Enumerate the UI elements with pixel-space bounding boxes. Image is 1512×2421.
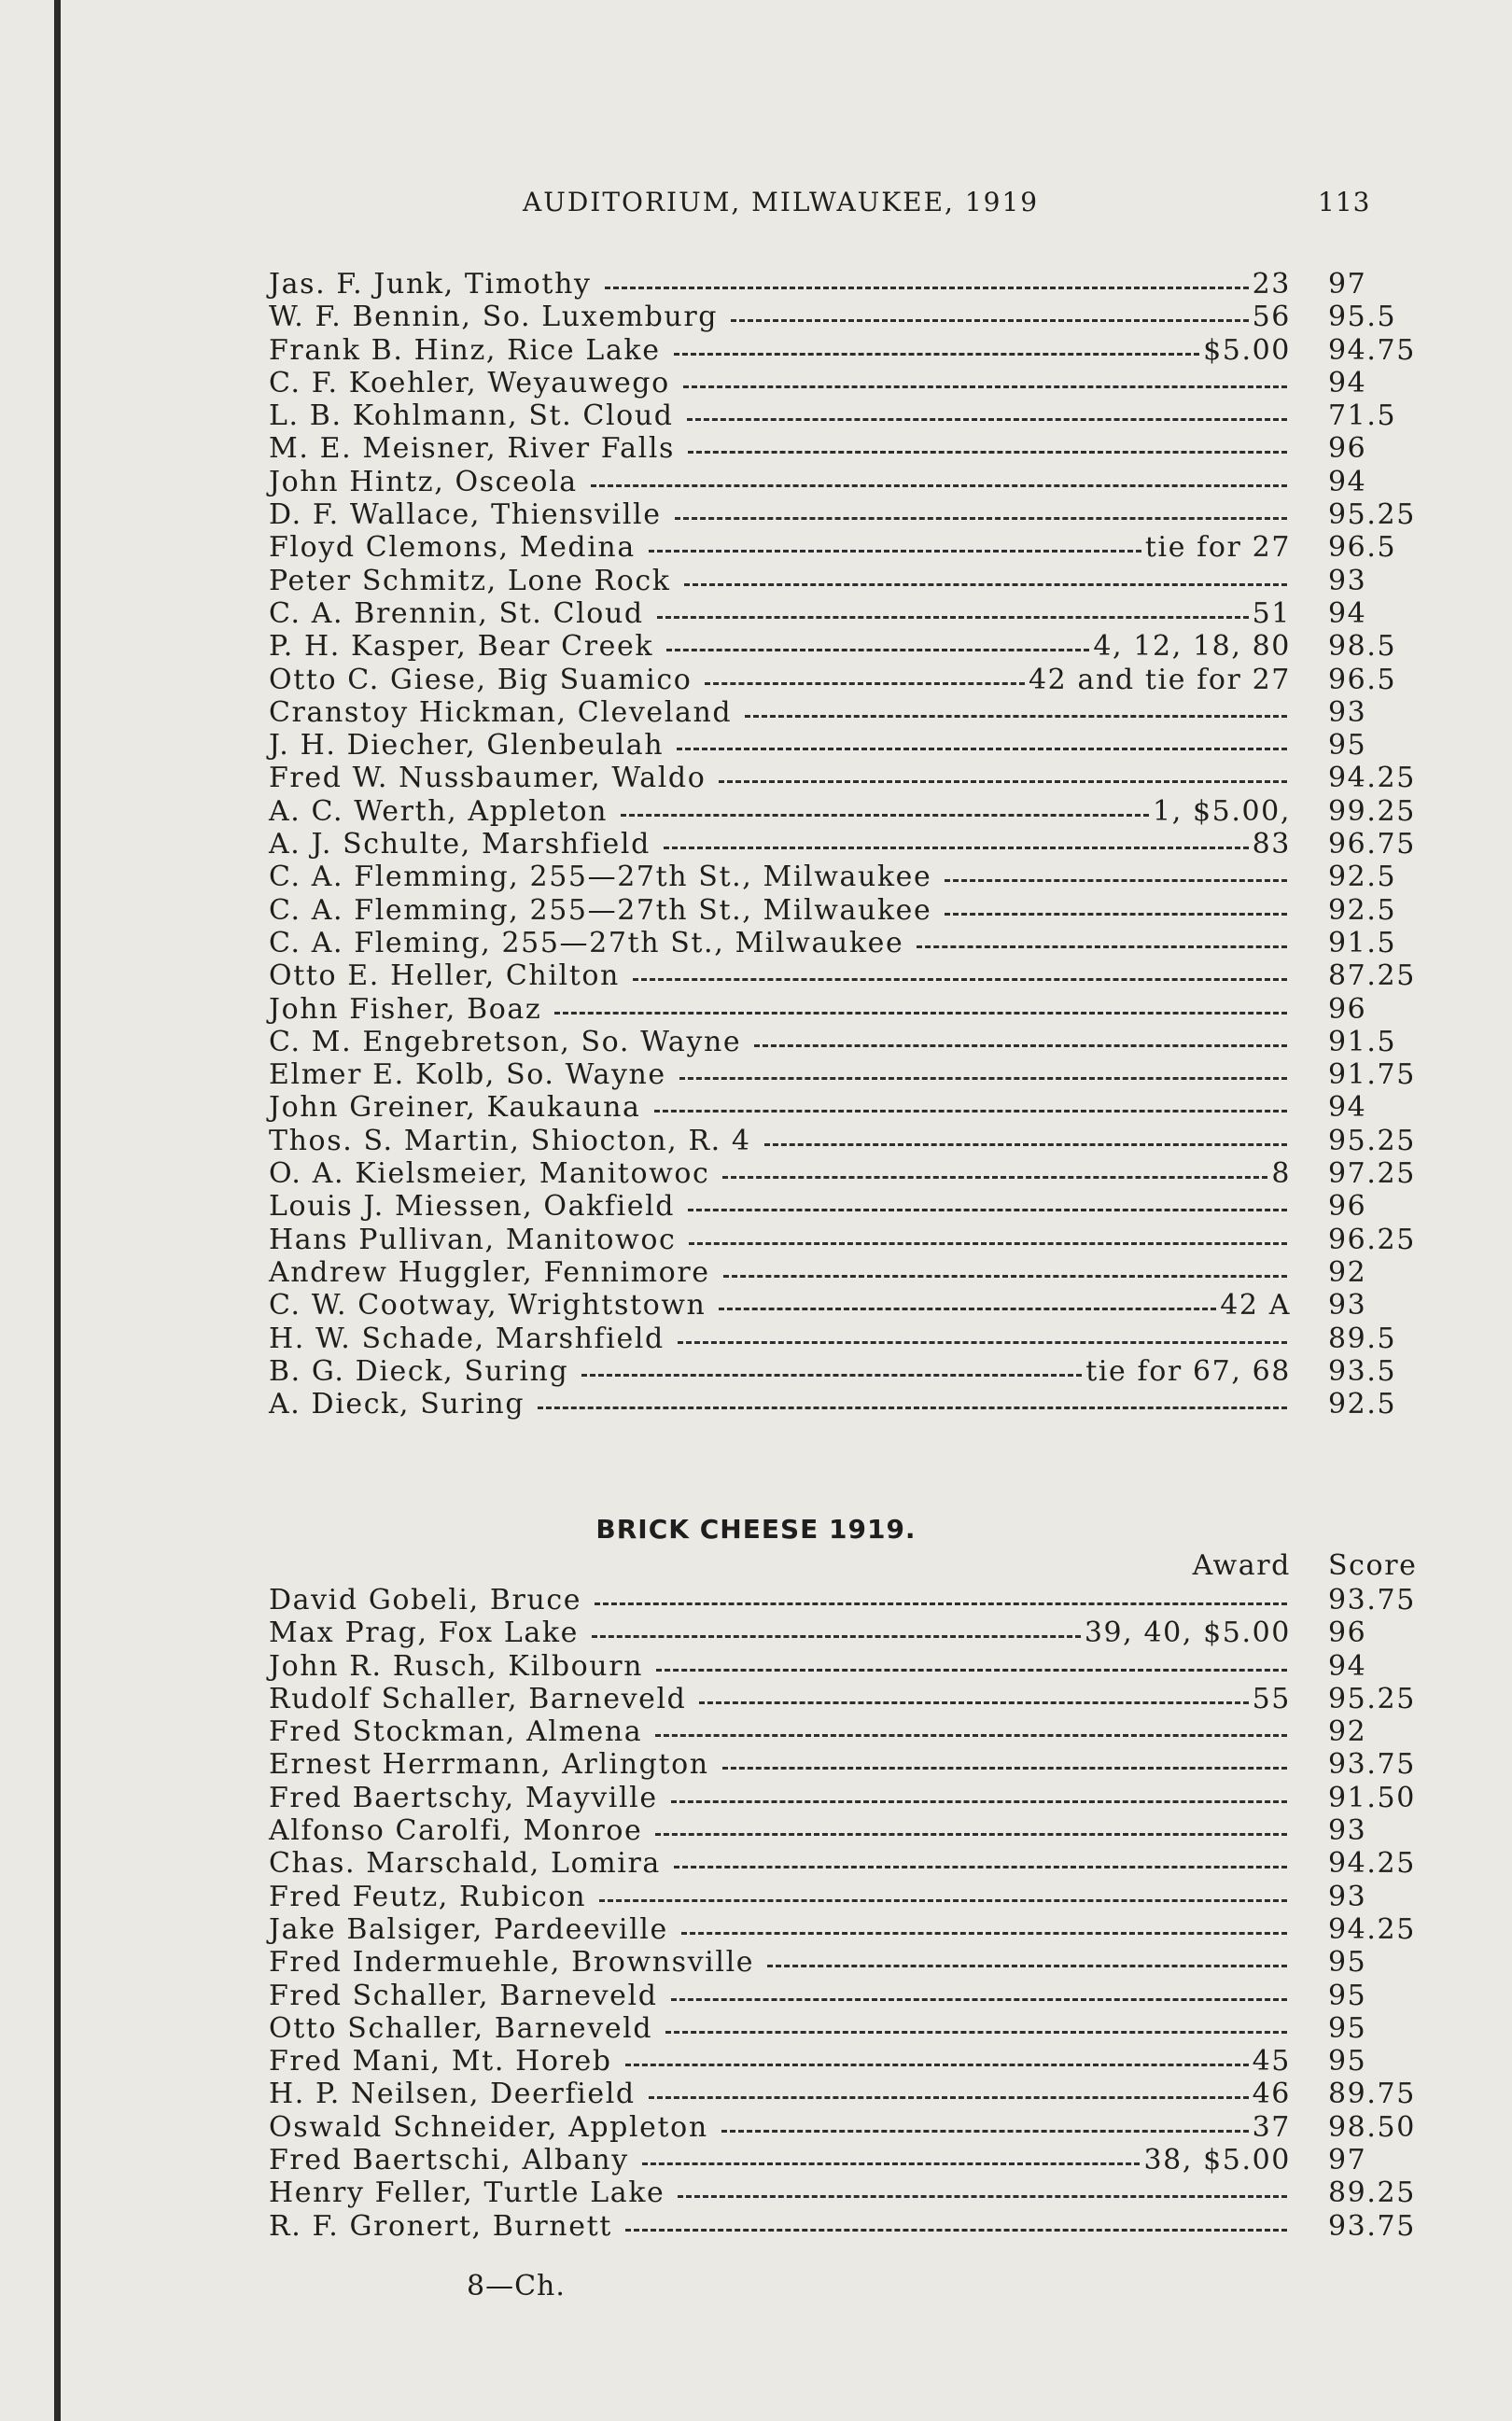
exhibitor-name: Rudolf Schaller, Barneveld bbox=[269, 1682, 687, 1715]
score-value: 93 bbox=[1328, 1814, 1367, 1848]
score-value: 96 bbox=[1328, 432, 1367, 466]
score-value: 92.5 bbox=[1328, 861, 1397, 894]
exhibitor-name: C. W. Cootway, Wrightstown bbox=[269, 1289, 707, 1322]
entry-row bbox=[269, 1289, 1417, 1322]
entry-row bbox=[269, 1584, 1417, 1616]
award-value: 1, $5.00, bbox=[1153, 794, 1291, 828]
entry-row bbox=[269, 1355, 1417, 1388]
page-header bbox=[0, 187, 1512, 224]
exhibitor-name: Henry Feller, Turtle Lake bbox=[269, 2176, 665, 2210]
dot-leader bbox=[664, 847, 1249, 849]
dot-leader bbox=[649, 550, 1141, 553]
entry-row bbox=[269, 1683, 1417, 1715]
dot-leader bbox=[592, 1635, 1081, 1638]
entry-row bbox=[269, 1881, 1417, 1913]
entry-row bbox=[269, 729, 1417, 762]
score-value: 91.5 bbox=[1328, 926, 1397, 959]
entry-row bbox=[269, 1388, 1417, 1420]
entry-row bbox=[269, 1190, 1417, 1223]
dot-leader bbox=[655, 1833, 1287, 1836]
entry-row bbox=[269, 334, 1417, 367]
exhibitor-name: Max Prag, Fox Lake bbox=[269, 1616, 579, 1650]
running-title: AUDITORIUM, MILWAUKEE, 1919 bbox=[523, 187, 1040, 217]
score-value: 99.25 bbox=[1328, 794, 1416, 828]
entry-row bbox=[269, 2045, 1417, 2078]
score-value: 92.5 bbox=[1328, 1388, 1397, 1421]
dot-leader bbox=[917, 945, 1287, 948]
dot-leader bbox=[677, 748, 1287, 750]
score-value: 94 bbox=[1328, 1649, 1367, 1683]
entry-row bbox=[269, 1256, 1417, 1289]
entry-row bbox=[269, 1814, 1417, 1847]
entry-row bbox=[269, 432, 1417, 465]
entry-row bbox=[269, 927, 1417, 959]
award-value: 37 bbox=[1252, 2110, 1291, 2144]
award-value: 55 bbox=[1252, 1682, 1291, 1715]
entry-row bbox=[269, 498, 1417, 531]
exhibitor-name: C. M. Engebretson, So. Wayne bbox=[269, 1025, 742, 1058]
exhibitor-name: Hans Pullivan, Manitowoc bbox=[269, 1223, 677, 1256]
dot-leader bbox=[723, 1275, 1287, 1278]
exhibitor-name: J. H. Diecher, Glenbeulah bbox=[269, 729, 665, 763]
exhibitor-name: Fred W. Nussbaumer, Waldo bbox=[269, 762, 707, 795]
exhibitor-name: Cranstoy Hickman, Cleveland bbox=[269, 695, 733, 729]
score-value: 95 bbox=[1328, 2045, 1367, 2078]
dot-leader bbox=[764, 1143, 1287, 1146]
dot-leader bbox=[945, 913, 1287, 916]
exhibitor-name: Fred Feutz, Rubicon bbox=[269, 1880, 587, 1913]
entry-row bbox=[269, 399, 1417, 432]
entry-row bbox=[269, 1980, 1417, 2012]
dot-leader bbox=[655, 1734, 1287, 1737]
exhibitor-name: M. E. Meisner, River Falls bbox=[269, 432, 676, 466]
award-value: 4, 12, 18, 80 bbox=[1093, 630, 1291, 664]
exhibitor-name: Otto C. Giese, Big Suamico bbox=[269, 663, 693, 696]
entry-list-brick-cheese bbox=[269, 1584, 1417, 2243]
award-value: 39, 40, $5.00 bbox=[1084, 1616, 1291, 1650]
dot-leader bbox=[675, 517, 1287, 520]
award-value: 42 and tie for 27 bbox=[1028, 663, 1291, 696]
score-value: 92 bbox=[1328, 1255, 1367, 1289]
dot-leader bbox=[722, 1176, 1267, 1179]
score-value: 93 bbox=[1328, 1289, 1367, 1322]
dot-leader bbox=[719, 780, 1287, 783]
dot-leader bbox=[687, 418, 1287, 421]
exhibitor-name: R. F. Gronert, Burnett bbox=[269, 2209, 612, 2243]
entry-row bbox=[269, 861, 1417, 893]
exhibitor-name: Floyd Clemons, Medina bbox=[269, 531, 636, 565]
award-value: 51 bbox=[1252, 596, 1291, 630]
dot-leader bbox=[605, 287, 1249, 289]
award-value: 8 bbox=[1271, 1157, 1291, 1191]
dot-leader bbox=[705, 682, 1025, 685]
dot-leader bbox=[621, 814, 1149, 817]
entry-row bbox=[269, 993, 1417, 1026]
exhibitor-name: H. W. Schade, Marshfield bbox=[269, 1322, 665, 1355]
score-value: 95 bbox=[1328, 1979, 1367, 2012]
score-value: 95.5 bbox=[1328, 301, 1397, 334]
dot-leader bbox=[731, 319, 1249, 322]
entry-row bbox=[269, 1748, 1417, 1781]
score-value: 94 bbox=[1328, 465, 1367, 498]
award-value: 38, $5.00 bbox=[1143, 2144, 1291, 2177]
exhibitor-name: Otto Schaller, Barneveld bbox=[269, 2011, 653, 2045]
entry-row bbox=[269, 2176, 1417, 2209]
score-value: 93.75 bbox=[1328, 2209, 1416, 2243]
dot-leader bbox=[721, 2130, 1249, 2133]
score-value: 95 bbox=[1328, 729, 1367, 763]
entry-row bbox=[269, 1650, 1417, 1683]
award-value: 83 bbox=[1252, 828, 1291, 861]
score-value: 87.25 bbox=[1328, 959, 1416, 993]
entry-row bbox=[269, 1847, 1417, 1880]
entry-row bbox=[269, 2210, 1417, 2243]
score-value: 96 bbox=[1328, 992, 1367, 1026]
exhibitor-name: Fred Baertschy, Mayville bbox=[269, 1781, 658, 1814]
score-value: 92.5 bbox=[1328, 893, 1397, 927]
exhibitor-name: Fred Mani, Mt. Horeb bbox=[269, 2045, 612, 2078]
exhibitor-name: John Hintz, Osceola bbox=[269, 465, 578, 498]
entry-row bbox=[269, 301, 1417, 333]
dot-leader bbox=[625, 2064, 1249, 2066]
score-column-header: Score bbox=[1328, 1549, 1418, 1582]
score-value: 93 bbox=[1328, 1880, 1367, 1913]
entry-row bbox=[269, 894, 1417, 927]
score-value: 96.5 bbox=[1328, 531, 1397, 565]
entry-row bbox=[269, 959, 1417, 992]
entry-row bbox=[269, 1782, 1417, 1814]
exhibitor-name: Elmer E. Kolb, So. Wayne bbox=[269, 1058, 666, 1092]
entry-row bbox=[269, 762, 1417, 794]
exhibitor-name: John Greiner, Kaukauna bbox=[269, 1091, 641, 1125]
score-value: 93.75 bbox=[1328, 1584, 1416, 1616]
dot-leader bbox=[674, 353, 1200, 356]
dot-leader bbox=[683, 385, 1287, 388]
score-value: 96.5 bbox=[1328, 663, 1397, 696]
dot-leader bbox=[656, 1669, 1287, 1672]
exhibitor-name: Fred Stockman, Almena bbox=[269, 1715, 643, 1749]
dot-leader bbox=[625, 2229, 1287, 2232]
page-number: 113 bbox=[1318, 187, 1371, 217]
exhibitor-name: Alfonso Carolfi, Monroe bbox=[269, 1814, 643, 1848]
exhibitor-name: Louis J. Miessen, Oakfield bbox=[269, 1190, 676, 1224]
award-value: tie for 67, 68 bbox=[1085, 1354, 1291, 1388]
entry-row bbox=[269, 466, 1417, 498]
award-value: 46 bbox=[1252, 2078, 1291, 2111]
score-value: 96 bbox=[1328, 1616, 1367, 1650]
dot-leader bbox=[945, 879, 1287, 882]
entry-row bbox=[269, 1224, 1417, 1256]
dot-leader bbox=[745, 715, 1287, 718]
dot-leader bbox=[666, 649, 1089, 651]
score-value: 91.5 bbox=[1328, 1025, 1397, 1058]
exhibitor-name: H. P. Neilsen, Deerfield bbox=[269, 2078, 636, 2111]
entry-row bbox=[269, 531, 1417, 564]
award-column-header: Award bbox=[1192, 1549, 1291, 1582]
entry-row bbox=[269, 565, 1417, 597]
award-value: $5.00 bbox=[1203, 333, 1291, 367]
dot-leader bbox=[642, 2162, 1141, 2165]
dot-leader bbox=[688, 1209, 1287, 1211]
entry-row bbox=[269, 1322, 1417, 1355]
dot-leader bbox=[671, 1800, 1287, 1803]
score-value: 94 bbox=[1328, 1091, 1367, 1125]
page-binding-edge bbox=[54, 0, 61, 2421]
dot-leader bbox=[633, 978, 1287, 981]
dot-leader bbox=[699, 1701, 1248, 1704]
score-value: 95.25 bbox=[1328, 1124, 1416, 1157]
dot-leader bbox=[678, 1341, 1287, 1344]
dot-leader bbox=[581, 1374, 1082, 1377]
entry-row bbox=[269, 696, 1417, 729]
dot-leader bbox=[678, 2195, 1287, 2198]
score-value: 93 bbox=[1328, 695, 1367, 729]
score-value: 71.5 bbox=[1328, 399, 1397, 433]
score-value: 91.50 bbox=[1328, 1781, 1416, 1814]
column-header bbox=[269, 1549, 1417, 1582]
score-value: 97.25 bbox=[1328, 1157, 1416, 1191]
entry-row bbox=[269, 1157, 1417, 1190]
score-value: 93 bbox=[1328, 564, 1367, 597]
score-value: 94.25 bbox=[1328, 762, 1416, 795]
score-value: 96.25 bbox=[1328, 1223, 1416, 1256]
exhibitor-name: Jake Balsiger, Pardeeville bbox=[269, 1912, 668, 1946]
printer-signature: 8—Ch. bbox=[467, 2270, 566, 2302]
exhibitor-name: Frank B. Hinz, Rice Lake bbox=[269, 333, 661, 367]
dot-leader bbox=[681, 1932, 1287, 1935]
score-value: 98.50 bbox=[1328, 2110, 1416, 2144]
score-value: 89.5 bbox=[1328, 1322, 1397, 1355]
exhibitor-name: B. G. Dieck, Suring bbox=[269, 1354, 569, 1388]
dot-leader bbox=[674, 1866, 1287, 1868]
dot-leader bbox=[654, 1110, 1287, 1113]
exhibitor-name: C. A. Fleming, 255—27th St., Milwaukee bbox=[269, 926, 904, 959]
entry-row bbox=[269, 268, 1417, 301]
dot-leader bbox=[665, 2031, 1287, 2034]
exhibitor-name: Thos. S. Martin, Shiocton, R. 4 bbox=[269, 1124, 751, 1157]
exhibitor-name: Otto E. Heller, Chilton bbox=[269, 959, 620, 993]
dot-leader bbox=[722, 1767, 1287, 1770]
exhibitor-name: A. C. Werth, Appleton bbox=[269, 794, 609, 828]
exhibitor-name: David Gobeli, Bruce bbox=[269, 1584, 582, 1616]
entry-row bbox=[269, 664, 1417, 696]
exhibitor-name: C. A. Flemming, 255—27th St., Milwaukee bbox=[269, 893, 932, 927]
entry-row bbox=[269, 2144, 1417, 2176]
exhibitor-name: Jas. F. Junk, Timothy bbox=[269, 268, 592, 301]
score-value: 94.75 bbox=[1328, 333, 1416, 367]
section-title: BRICK CHEESE 1919. bbox=[595, 1514, 917, 1545]
score-value: 96.75 bbox=[1328, 828, 1416, 861]
dot-leader bbox=[595, 1602, 1287, 1605]
exhibitor-name: A. J. Schulte, Marshfield bbox=[269, 828, 651, 861]
exhibitor-name: Chas. Marschald, Lomira bbox=[269, 1847, 661, 1881]
award-value: 56 bbox=[1252, 301, 1291, 334]
entry-row bbox=[269, 1946, 1417, 1979]
dot-leader bbox=[649, 2096, 1249, 2099]
score-value: 94 bbox=[1328, 366, 1367, 399]
award-value: 45 bbox=[1252, 2045, 1291, 2078]
entry-row bbox=[269, 1913, 1417, 1946]
exhibitor-name: Andrew Huggler, Fennimore bbox=[269, 1255, 710, 1289]
score-value: 95.25 bbox=[1328, 498, 1416, 532]
score-value: 94.25 bbox=[1328, 1912, 1416, 1946]
dot-leader bbox=[719, 1308, 1216, 1310]
entry-row bbox=[269, 2078, 1417, 2110]
dot-leader bbox=[538, 1406, 1287, 1409]
exhibitor-name: D. F. Wallace, Thiensville bbox=[269, 498, 662, 532]
score-value: 97 bbox=[1328, 2144, 1367, 2177]
exhibitor-name: Fred Indermuehle, Brownsville bbox=[269, 1946, 755, 1980]
dot-leader bbox=[767, 1965, 1287, 1967]
entry-row bbox=[269, 828, 1417, 861]
dot-leader bbox=[679, 1077, 1287, 1080]
score-value: 89.75 bbox=[1328, 2078, 1416, 2111]
exhibitor-name: Fred Baertschi, Albany bbox=[269, 2144, 629, 2177]
exhibitor-name: Peter Schmitz, Lone Rock bbox=[269, 564, 671, 597]
dot-leader bbox=[591, 484, 1287, 487]
dot-leader bbox=[554, 1012, 1287, 1015]
exhibitor-name: John Fisher, Boaz bbox=[269, 992, 542, 1026]
entry-row bbox=[269, 1616, 1417, 1649]
score-value: 94.25 bbox=[1328, 1847, 1416, 1881]
entry-row bbox=[269, 630, 1417, 663]
score-value: 98.5 bbox=[1328, 630, 1397, 664]
exhibitor-name: Oswald Schneider, Appleton bbox=[269, 2110, 708, 2144]
score-value: 97 bbox=[1328, 268, 1367, 301]
exhibitor-name: C. F. Koehler, Weyauwego bbox=[269, 366, 670, 399]
dot-leader bbox=[754, 1044, 1287, 1047]
entry-row bbox=[269, 1026, 1417, 1058]
score-value: 95.25 bbox=[1328, 1682, 1416, 1715]
entry-row bbox=[269, 597, 1417, 630]
entry-row bbox=[269, 1125, 1417, 1157]
entry-list-continued bbox=[269, 268, 1417, 1420]
entry-row bbox=[269, 2012, 1417, 2045]
award-value: 23 bbox=[1252, 268, 1291, 301]
dot-leader bbox=[689, 1242, 1287, 1245]
entry-row bbox=[269, 1091, 1417, 1124]
exhibitor-name: Ernest Herrmann, Arlington bbox=[269, 1748, 709, 1782]
exhibitor-name: John R. Rusch, Kilbourn bbox=[269, 1649, 644, 1683]
dot-leader bbox=[684, 583, 1287, 586]
exhibitor-name: Fred Schaller, Barneveld bbox=[269, 1979, 658, 2012]
award-value: tie for 27 bbox=[1144, 531, 1291, 565]
score-value: 96 bbox=[1328, 1190, 1367, 1224]
entry-row bbox=[269, 795, 1417, 828]
dot-leader bbox=[671, 1998, 1287, 2001]
exhibitor-name: A. Dieck, Suring bbox=[269, 1388, 525, 1421]
exhibitor-name: O. A. Kielsmeier, Manitowoc bbox=[269, 1157, 710, 1191]
score-value: 94 bbox=[1328, 596, 1367, 630]
score-value: 93.5 bbox=[1328, 1354, 1397, 1388]
exhibitor-name: C. A. Flemming, 255—27th St., Milwaukee bbox=[269, 861, 932, 894]
award-value: 42 A bbox=[1220, 1289, 1291, 1322]
score-value: 95 bbox=[1328, 2011, 1367, 2045]
exhibitor-name: C. A. Brennin, St. Cloud bbox=[269, 596, 644, 630]
entry-row bbox=[269, 1058, 1417, 1091]
entry-row bbox=[269, 1715, 1417, 1748]
score-value: 89.25 bbox=[1328, 2176, 1416, 2210]
entry-row bbox=[269, 367, 1417, 399]
exhibitor-name: P. H. Kasper, Bear Creek bbox=[269, 630, 654, 664]
entry-row bbox=[269, 2111, 1417, 2144]
exhibitor-name: L. B. Kohlmann, St. Cloud bbox=[269, 399, 674, 433]
score-value: 91.75 bbox=[1328, 1058, 1416, 1092]
score-value: 92 bbox=[1328, 1715, 1367, 1749]
score-value: 93.75 bbox=[1328, 1748, 1416, 1782]
dot-leader bbox=[599, 1899, 1287, 1902]
exhibitor-name: W. F. Bennin, So. Luxemburg bbox=[269, 301, 719, 334]
dot-leader bbox=[657, 616, 1249, 619]
score-value: 95 bbox=[1328, 1946, 1367, 1980]
dot-leader bbox=[688, 451, 1287, 454]
